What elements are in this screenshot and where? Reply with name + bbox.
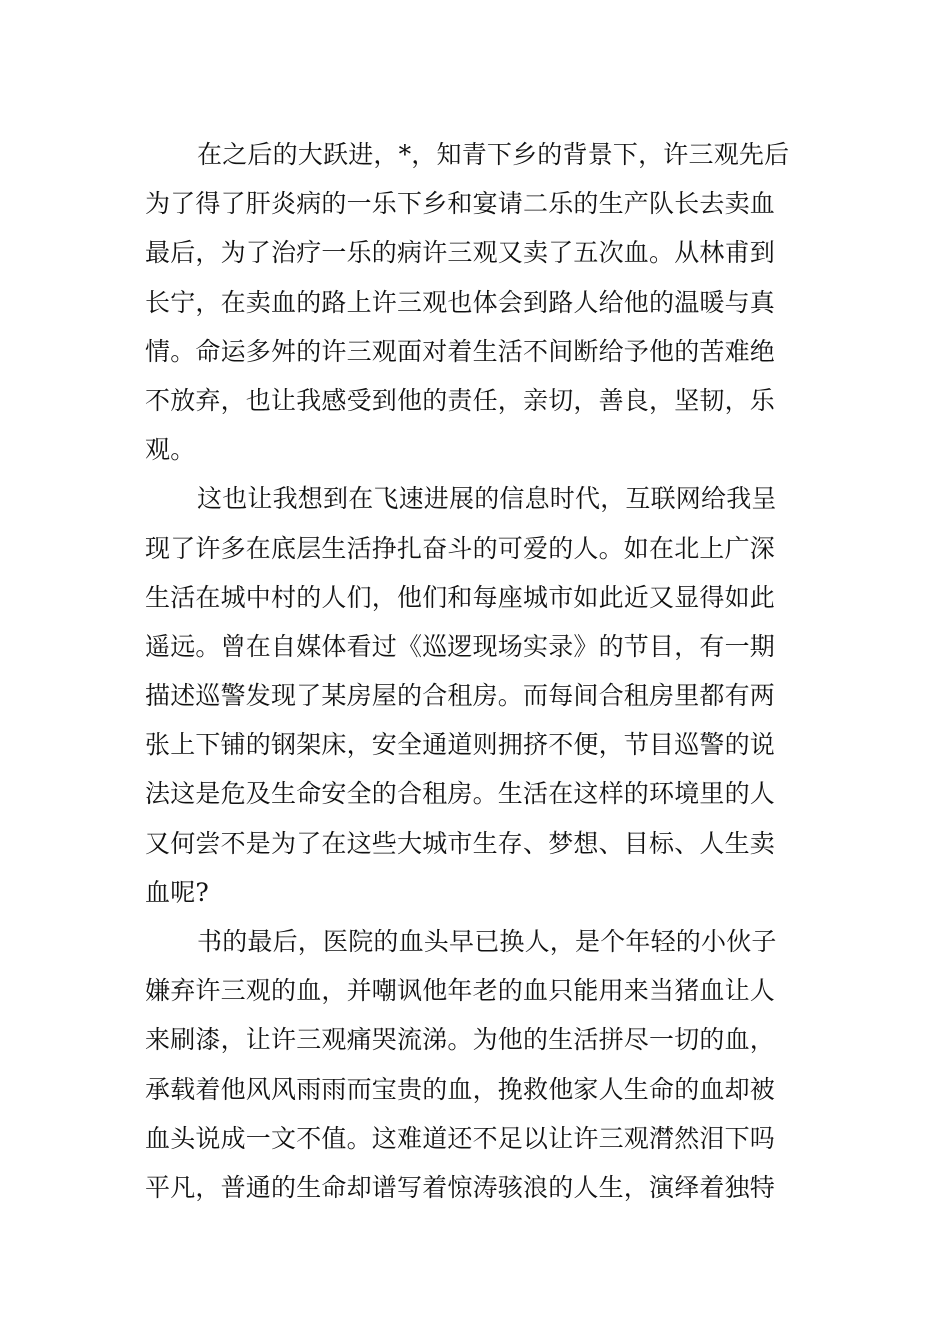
text-line: 这也让我想到在飞速进展的信息时代，互联网给我呈 [197, 484, 777, 514]
text-line: 平凡，普通的生命却谱写着惊涛骇浪的人生，演绎着独特 [145, 1172, 776, 1202]
text-line: 书的最后，医院的血头早已换人，是个年轻的小伙子 [197, 927, 777, 956]
text-line: 最后，为了治疗一乐的病许三观又卖了五次血。从林甫到 [145, 238, 776, 268]
text-line: 血呢? [145, 877, 210, 907]
text-line: 嫌弃许三观的血，并嘲讽他年老的血只能用来当猪血让人 [145, 976, 776, 1006]
text-line: 法这是危及生命安全的合租房。生活在这样的环境里的人 [145, 779, 776, 809]
text-line: 张上下铺的钢架床，安全通道则拥挤不便，节目巡警的说 [145, 730, 776, 760]
text-line: 又何尝不是为了在这些大城市生存、梦想、目标、人生卖 [145, 828, 776, 858]
text-line: 生活在城中村的人们，他们和每座城市如此近又显得如此 [145, 582, 776, 612]
text-line: 遥远。曾在自媒体看过《巡逻现场实录》的节目，有一期 [145, 631, 776, 661]
body-text [145, 130, 809, 1212]
text-line: 长宁，在卖血的路上许三观也体会到路人给他的温暖与真 [145, 287, 776, 317]
text-line: 描述巡警发现了某房屋的合租房。而每间合租房里都有两 [145, 681, 776, 711]
text-line: 观。 [145, 435, 196, 465]
paragraph-2 [145, 474, 809, 917]
text-line: 承载着他风风雨雨而宝贵的血，挽救他家人生命的血却被 [145, 1074, 776, 1104]
text-line: 不放弃，也让我感受到他的责任，亲切，善良，坚韧，乐 [145, 385, 776, 415]
paragraph-3 [145, 917, 809, 1212]
paragraph-1 [145, 130, 809, 474]
text-line: 情。命运多舛的许三观面对着生活不间断给予他的苦难绝 [145, 336, 776, 366]
text-line: 现了许多在底层生活挣扎奋斗的可爱的人。如在北上广深 [145, 533, 776, 563]
text-line: 来刷漆，让许三观痛哭流涕。为他的生活拼尽一切的血， [145, 1025, 776, 1055]
text-line: 在之后的大跃进，*，知青下乡的背景下，许三观先后 [197, 140, 790, 169]
text-line: 血头说成一文不值。这难道还不足以让许三观潸然泪下吗 [145, 1123, 776, 1153]
text-line: 为了得了肝炎病的一乐下乡和宴请二乐的生产队长去卖血 [145, 189, 776, 219]
